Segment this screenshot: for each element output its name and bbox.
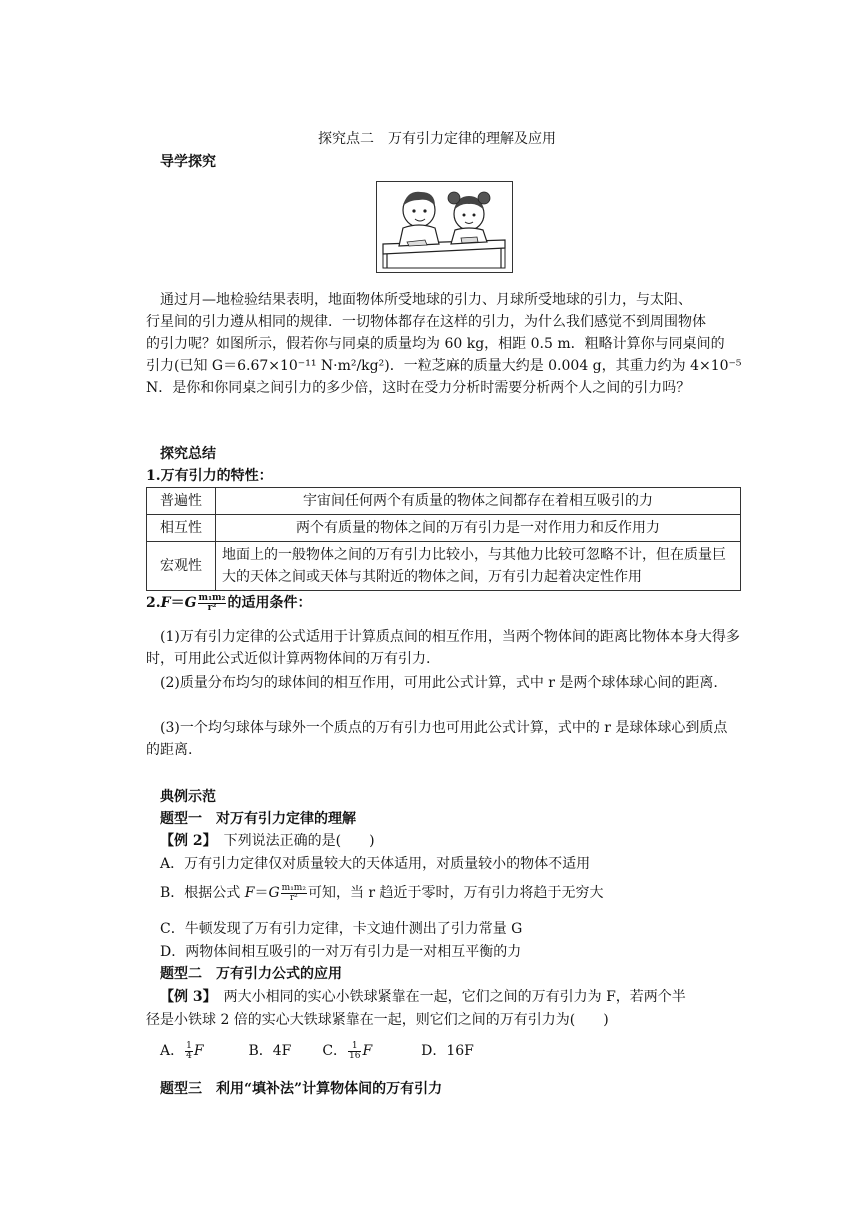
option-b-suffix: 可知，当 r 趋近于零时，万有引力将趋于无穷大 — [307, 885, 604, 901]
intro-line-3: 的引力呢？如图所示，假若你与同桌的质量均为 60 kg，相距 0.5 m．粗略计算你与同桌间的 — [146, 336, 725, 352]
option-c-denominator: 16 — [349, 1050, 361, 1061]
table-row — [147, 488, 741, 515]
option-b-fraction — [281, 884, 307, 903]
type1-heading: 题型一 对万有引力定律的理解 — [160, 811, 356, 827]
option-b-G: G — [268, 885, 280, 901]
option-b-numerator: m₁m₂ — [281, 882, 306, 893]
formula-denominator: r² — [207, 602, 217, 613]
example-3-line-2: 径是小铁球 2 倍的实心大铁球紧靠在一起，则它们之间的万有引力为( ) — [146, 1012, 609, 1028]
option-a-denominator: 4 — [186, 1050, 192, 1061]
option-c-label: C． — [322, 1043, 348, 1059]
example-2-option-b — [160, 882, 604, 903]
summary-heading: 探究总结 — [160, 446, 216, 462]
option-c-numerator: 1 — [348, 1042, 361, 1052]
formula-equals: ＝ — [170, 595, 185, 611]
option-a-fraction — [185, 1042, 193, 1061]
property-name: 普遍性 — [147, 488, 216, 515]
intro-line-2: 行星间的引力遵从相同的规律．一切物体都存在这样的引力，为什么我们感觉不到周围物体 — [146, 314, 706, 330]
guide-heading: 导学探究 — [160, 154, 216, 170]
type3-heading: 题型三 利用“填补法”计算物体间的万有引力 — [160, 1081, 443, 1097]
formula-G: G — [184, 595, 197, 611]
example-heading: 典例示范 — [160, 789, 216, 805]
condition-3: (3)一个均匀球体与球外一个质点的万有引力也可用此公式计算，式中的 r 是球体球心到质点的距离. — [146, 720, 728, 758]
example-3-option-a — [160, 1040, 204, 1061]
table-row — [147, 542, 741, 591]
formula-F: F — [160, 595, 171, 611]
students-illustration — [376, 181, 513, 273]
example-3-label: 【例 3】 — [160, 989, 210, 1005]
example-3-options — [160, 1040, 474, 1061]
example-2-option-d: D．两物体间相互吸引的一对万有引力是一对相互平衡的力 — [160, 944, 522, 960]
props-heading: 1.万有引力的特性： — [146, 468, 273, 484]
example-3-option-c — [322, 1040, 373, 1061]
example-3-line-1 — [160, 986, 686, 1006]
example-2-stem — [160, 830, 375, 850]
intro-line-5: N．是你和你同桌之间引力的多少倍，这时在受力分析时需要分析两个人之间的引力吗？ — [146, 380, 691, 396]
formula-numerator: m₁m₂ — [198, 592, 226, 603]
example-2-option-c: C．牛顿发现了万有引力定律，卡文迪什测出了引力常量 G — [160, 921, 523, 937]
example-3-text: 两大小相同的实心小铁球紧靠在一起，它们之间的万有引力为 F，若两个半 — [209, 989, 686, 1005]
condition-2: (2)质量分布均匀的球体间的相互作用，可用此公式计算，式中 r 是两个球体球心间的距离. — [160, 675, 718, 691]
option-b-equals: ＝ — [254, 885, 269, 901]
option-b-prefix: B．根据公式 — [160, 885, 245, 901]
example-3-option-d: D．16F — [421, 1043, 474, 1059]
type2-heading: 题型二 万有引力公式的应用 — [160, 966, 342, 982]
formula-heading-suffix: 的适用条件： — [227, 595, 312, 611]
formula-heading — [146, 592, 311, 613]
option-a-numerator: 1 — [186, 1040, 192, 1051]
option-b-F: F — [244, 885, 255, 901]
intro-line-1: 通过月—地检验结果表明，地面物体所受地球的引力、月球所受地球的引力，与太阳、 — [160, 292, 692, 308]
example-3-option-b: B．4F — [248, 1043, 292, 1059]
students-drawing — [377, 182, 511, 271]
option-a-label: A． — [160, 1043, 185, 1059]
option-c-fraction — [348, 1042, 361, 1061]
section-title: 探究点二 万有引力定律的理解及应用 — [318, 131, 556, 147]
properties-table — [146, 487, 741, 591]
condition-1: (1)万有引力定律的公式适用于计算质点间的相互作用，当两个物体间的距离比物体本身大得多时，可用此公式近似计算两物体间的万有引力. — [146, 629, 740, 667]
table-row — [147, 515, 741, 542]
option-c-F: F — [362, 1043, 373, 1059]
example-2-question: 下列说法正确的是( ) — [209, 833, 375, 849]
option-a-F: F — [193, 1043, 204, 1059]
property-description: 地面上的一般物体之间的万有引力比较小，与其他力比较可忽略不计，但在质量巨大的天体之间或天体与其附近的物体之间，万有引力起着决定性作用 — [216, 542, 741, 591]
property-description: 宇宙间任何两个有质量的物体之间都存在着相互吸引的力 — [216, 488, 741, 515]
option-b-denominator: r² — [289, 892, 298, 903]
property-description: 两个有质量的物体之间的万有引力是一对作用力和反作用力 — [216, 515, 741, 542]
property-name: 相互性 — [147, 515, 216, 542]
property-name: 宏观性 — [147, 542, 216, 591]
formula-fraction — [198, 594, 227, 613]
formula-heading-number: 2. — [146, 595, 161, 611]
example-2-label: 【例 2】 — [160, 833, 210, 849]
example-2-option-a: A．万有引力定律仅对质量较大的天体适用，对质量较小的物体不适用 — [160, 856, 591, 872]
intro-line-4: 引力(已知 G＝6.67×10⁻¹¹ N·m²/kg²)．一粒芝麻的质量大约是 0.004 g，其重力约为 4×10⁻⁵ — [146, 358, 742, 374]
